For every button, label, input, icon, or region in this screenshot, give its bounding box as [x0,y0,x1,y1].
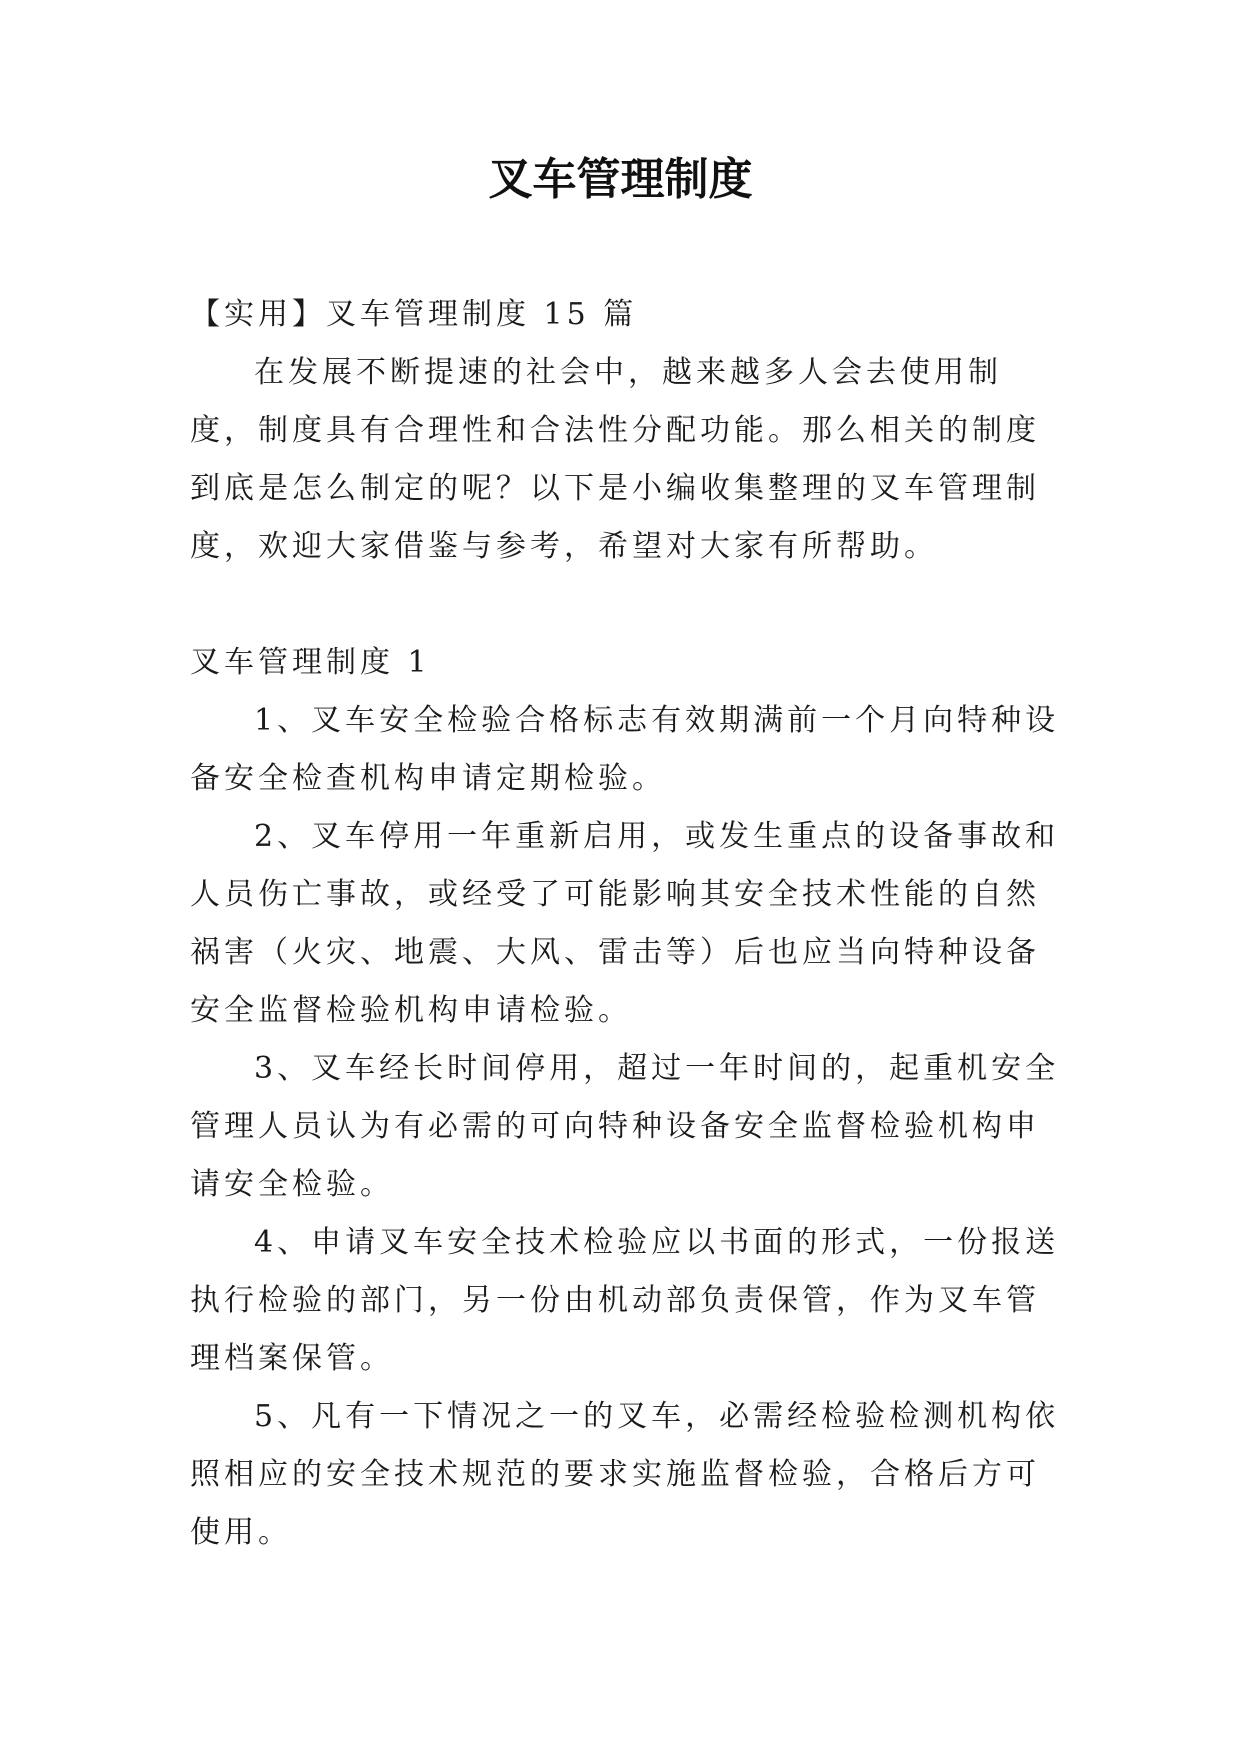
rule-item-1: 1、叉车安全检验合格标志有效期满前一个月向特种设备安全检查机构申请定期检验。 [190,703,1060,796]
rule-item-5: 5、凡有一下情况之一的叉车，必需经检验检测机构依照相应的安全技术规范的要求实施监督检验，合格后方可使用。 [190,1399,1060,1550]
intro-paragraph: 在发展不断提速的社会中，越来越多人会去使用制度，制度具有合理性和合法性分配功能。那么相关的制度到底是怎么制定的呢？以下是小编收集整理的叉车管理制度，欢迎大家借鉴与参考，希望对大家有所帮助。 [190,355,1040,564]
rule-list [190,692,1060,1562]
rule-item-3: 3、叉车经长时间停用，超过一年时间的，起重机安全管理人员认为有必需的可向特种设备安全监督检验机构申请安全检验。 [190,1051,1060,1202]
rule-item-2: 2、叉车停用一年重新启用，或发生重点的设备事故和人员伤亡事故，或经受了可能影响其安全技术性能的自然祸害（火灾、地震、大风、雷击等）后也应当向特种设备安全监督检验机构申请检验。 [190,819,1060,1028]
document-title: 叉车管理制度 [488,154,753,205]
section-heading: 叉车管理制度 1 [190,645,431,680]
rule-item-4: 4、申请叉车安全技术检验应以书面的形式，一份报送执行检验的部门，另一份由机动部负责保管，作为叉车管理档案保管。 [190,1225,1060,1376]
document-subtitle: 【实用】叉车管理制度 15 篇 [190,297,638,332]
